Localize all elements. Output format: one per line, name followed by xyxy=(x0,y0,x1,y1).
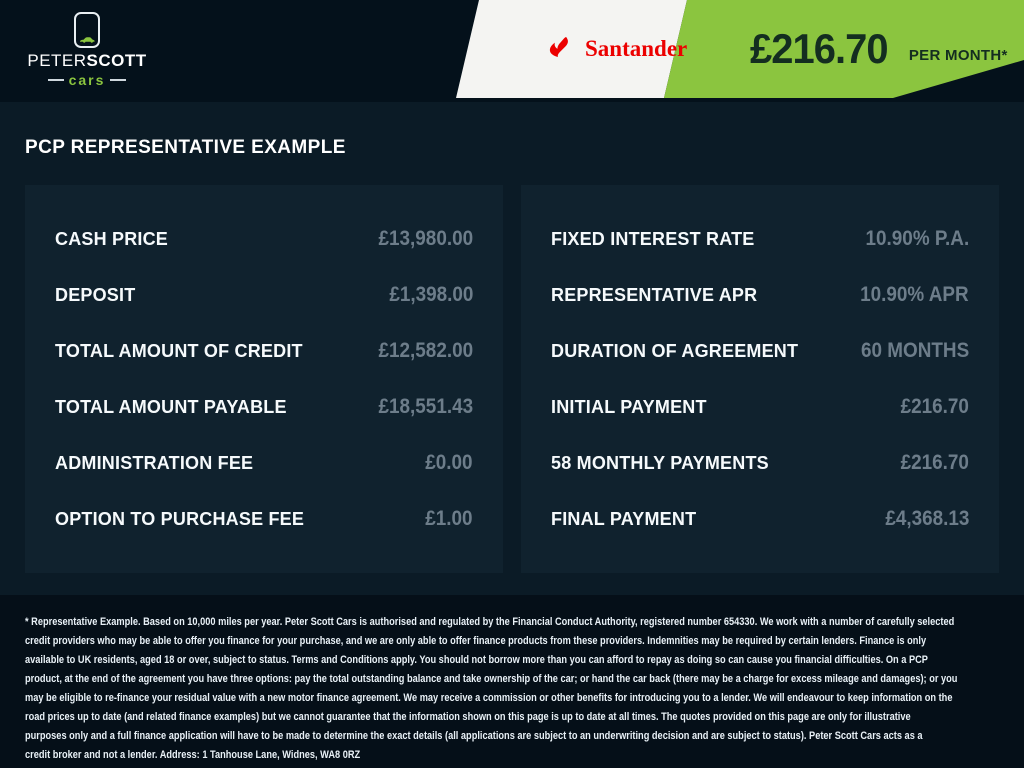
finance-row xyxy=(55,211,473,267)
disclaimer-line: product, at the end of the agreement you have three options: pay the total outstanding balance and take ownership of the car; or hand the car back (there may be a charge for excess mileage and damages); or you xyxy=(25,673,958,685)
finance-row-value: £13,980.00 xyxy=(378,227,473,250)
disclaimer-line: may be eligible to re-finance your residual value with a new motor finance agreement. We may receive a commission or other benefits for introducing you to a lender. We will endeavour to keep information on the xyxy=(25,692,953,704)
car-icon xyxy=(74,12,100,48)
finance-row xyxy=(55,491,473,547)
page-title: PCP REPRESENTATIVE EXAMPLE xyxy=(25,137,346,158)
monthly-price: £216.70 xyxy=(750,25,888,72)
finance-row-value: £12,582.00 xyxy=(378,339,473,362)
finance-row xyxy=(55,267,473,323)
disclaimer-line: credit broker and not a lender. Address: 1 Tanhouse Lane, Widnes, WA8 0RZ xyxy=(25,749,361,761)
finance-row-label: CASH PRICE xyxy=(55,228,169,249)
finance-row-value: 10.90% APR xyxy=(860,283,969,306)
finance-row xyxy=(55,379,473,435)
rule-left xyxy=(48,79,64,81)
dealer-subtitle-label: cars xyxy=(68,71,106,88)
disclaimer-line: * Representative Example. Based on 10,000 miles per year. Peter Scott Cars is authorised and regulated by the Financial Conduct Authority, registered number 654330. We work with a number of carefully selected xyxy=(25,616,955,628)
finance-row-label: ADMINISTRATION FEE xyxy=(55,452,254,473)
disclaimer-line: road prices up to date (and related finance examples) but we cannot guarantee that the information shown on this page is up to date at all times. The quotes provided on this page are only for illustrative xyxy=(25,711,911,723)
dealer-name xyxy=(27,52,146,69)
price-per-month-label: PER MONTH* xyxy=(908,46,1008,64)
finance-row-label: 58 MONTHLY PAYMENTS xyxy=(551,452,769,473)
main-content xyxy=(0,102,1024,573)
rule-right xyxy=(110,79,126,81)
disclaimer-line: available to UK residents, aged 18 or over, subject to status. Terms and Conditions apply. You should not borrow more than you can afford to repay as doing so can cause you financial difficulties. On a PCP xyxy=(25,654,928,666)
finance-row xyxy=(55,323,473,379)
finance-row-value: 60 MONTHS xyxy=(860,339,969,362)
santander-flame-icon xyxy=(548,36,578,63)
disclaimer-line: purposes only and a full finance application will have to be made to determine the exact details (all applications are subject to an underwriting decision and are subject to status). Peter Scott Cars acts as a xyxy=(25,730,923,742)
finance-row-label: TOTAL AMOUNT PAYABLE xyxy=(55,396,287,417)
finance-row-label: TOTAL AMOUNT OF CREDIT xyxy=(55,340,303,361)
dealer-name-light: PETER xyxy=(27,50,87,70)
finance-row xyxy=(551,211,969,267)
lender-logo xyxy=(548,0,687,98)
footer-disclaimer xyxy=(0,595,1024,768)
monthly-price-block xyxy=(750,0,1008,98)
finance-row-value: £1.00 xyxy=(425,507,473,530)
finance-row-value: £1,398.00 xyxy=(388,283,473,306)
finance-row xyxy=(551,379,969,435)
finance-row-label: OPTION TO PURCHASE FEE xyxy=(55,508,305,529)
finance-row xyxy=(551,267,969,323)
header xyxy=(0,0,1024,102)
finance-row-label: DURATION OF AGREEMENT xyxy=(551,340,799,361)
finance-row xyxy=(551,491,969,547)
finance-row-value: £4,368.13 xyxy=(884,507,969,530)
finance-panels xyxy=(25,185,999,573)
finance-row-label: INITIAL PAYMENT xyxy=(551,396,707,417)
finance-row xyxy=(551,435,969,491)
finance-row xyxy=(55,435,473,491)
dealer-subtitle xyxy=(48,73,127,87)
finance-row-label: REPRESENTATIVE APR xyxy=(551,284,758,305)
dealer-name-bold: SCOTT xyxy=(86,50,147,70)
finance-row-value: 10.90% P.A. xyxy=(865,227,969,250)
finance-row-label: FIXED INTEREST RATE xyxy=(551,228,755,249)
finance-row-value: £216.70 xyxy=(900,395,969,418)
finance-row-label: DEPOSIT xyxy=(55,284,136,305)
dealer-logo xyxy=(27,0,147,98)
finance-row-label: FINAL PAYMENT xyxy=(551,508,697,529)
finance-row xyxy=(551,323,969,379)
finance-panel-left xyxy=(25,185,503,573)
finance-panel-right xyxy=(521,185,999,573)
disclaimer-line: credit providers who may be able to offer you finance for your purchase, and we are only able to offer finance products from these providers. Indemnities may be required by certain lenders. Finance is only xyxy=(25,635,927,647)
santander-wordmark: Santander xyxy=(585,36,688,61)
finance-row-value: £0.00 xyxy=(425,451,473,474)
finance-row-value: £18,551.43 xyxy=(378,395,473,418)
finance-row-value: £216.70 xyxy=(900,451,969,474)
